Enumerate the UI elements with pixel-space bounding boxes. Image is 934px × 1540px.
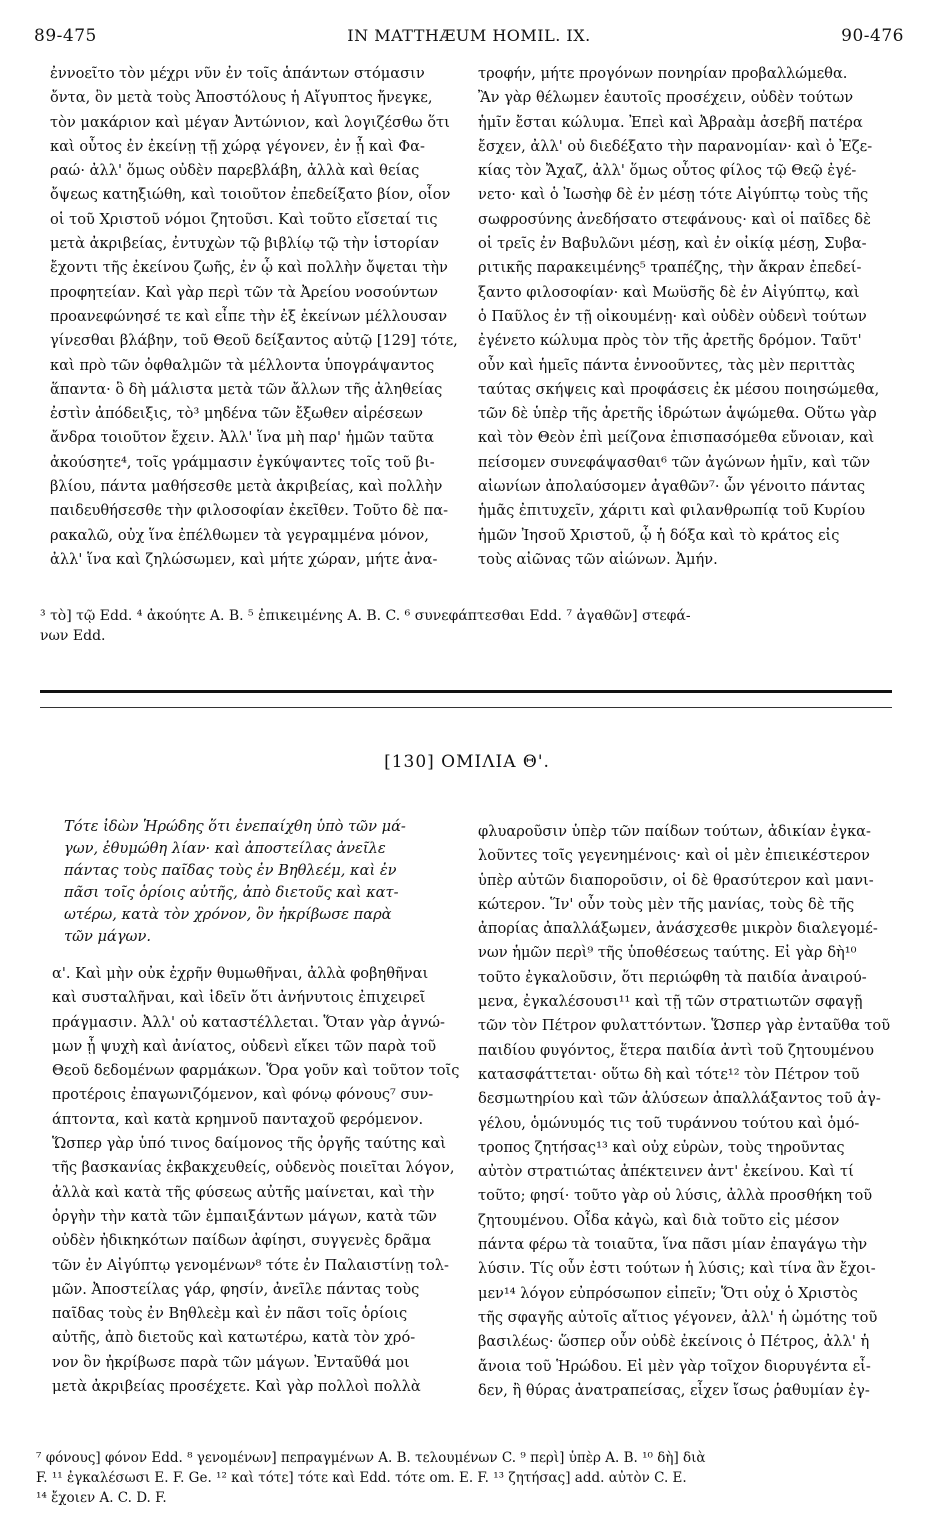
text-line: ξαντο φιλοσοφίαν· καὶ Μωϋσῆς δὲ ἐν Αἰγύπτῳ, καὶ	[478, 283, 860, 301]
text-line: μετὰ ἀκριβείας, ἐντυχὼν τῷ βιβλίῳ τῷ τὴν ἱστορίαν	[50, 235, 440, 253]
text-line: σωφροσύνης ἀνεδήσατο στεφάνους· καὶ οἱ παῖδες δὲ	[478, 210, 871, 228]
text-line: ὑπὲρ αὐτῶν διαποροῦσιν, οἱ δὲ θρασύτερον καὶ μανι-	[478, 871, 874, 889]
text-line: βασιλέως· ὥσπερ οὖν οὐδὲ ἐκείνοις ὁ Πέτρος, ἀλλ' ἡ	[478, 1333, 870, 1351]
text-line: μετὰ ἀκριβείας προσέχετε. Καὶ γὰρ πολλοὶ πολλὰ	[52, 1378, 421, 1396]
text-line: ἀλλὰ καὶ κατὰ τῆς φύσεως αὐτῆς μαίνεται, καὶ τὴν	[52, 1183, 435, 1201]
text-line: λύσιν. Τίς οὖν ἐστι τούτων ἡ λύσις; καὶ τίνα ἂν ἔχοι-	[478, 1260, 876, 1278]
text-line: νων Edd.	[40, 628, 106, 644]
text-line: ⁷ φόνους] φόνον Edd. ⁸ γενομένων] πεπραγμένων A. B. τελουμένων C. ⁹ περὶ] ὑπὲρ A. B. ¹⁰ δὴ] διὰ	[36, 1450, 706, 1466]
page-number-right: 90-476	[841, 26, 904, 46]
text-line: καὶ τὸν Θεὸν ἐπὶ μείζονα ἐπισπασόμεθα εὔνοιαν, καὶ	[478, 429, 875, 447]
page-number-left: 89-475	[34, 26, 97, 46]
text-line: νον ὃν ἠκρίβωσε παρὰ τῶν μάγων. Ἐνταῦθά μοι	[52, 1353, 410, 1371]
text-line: μῶν. Ἀποστείλας γάρ, φησίν, ἀνεῖλε πάντας τοὺς	[52, 1280, 420, 1298]
text-line: τῆς σφαγῆς αὐτοῖς αἴτιος γέγονεν, ἀλλ' ἡ ὠμότης τοῦ	[478, 1308, 878, 1326]
text-line: παῖδας τοὺς ἐν Βηθλεὲμ καὶ ἐν πᾶσι τοῖς ὁρίοις	[52, 1305, 408, 1323]
section-divider-thick	[40, 690, 892, 693]
text-line: τοῦτο ἐγκαλοῦσιν, ὅτι περιώφθη τὰ παιδία ἀναιρού-	[478, 968, 867, 986]
text-line: μεν¹⁴ λόγον εὐπρόσωπον εἰπεῖν; Ὅτι οὐχ ὁ Χριστὸς	[478, 1284, 858, 1302]
text-line: ζητουμένου. Οἶδα κἀγὼ, καὶ διὰ τοῦτο εἰς μέσον	[478, 1211, 840, 1229]
text-line: γων, ἐθυμώθη λίαν· καὶ ἀποστείλας ἀνεῖλε	[64, 840, 386, 857]
text-line: ὁ Παῦλος ἐν τῇ οἰκουμένῃ· καὶ οὐδὲν οὐδενὶ τούτων	[478, 307, 867, 325]
scripture-lemma	[64, 816, 456, 948]
text-line: ταύτας σκήψεις καὶ προφάσεις ἐκ μέσου ποιησώμεθα,	[478, 380, 880, 398]
text-line: ραώ· ἀλλ' ὅμως οὐδὲν παρεβλάβη, ἀλλὰ καὶ θείας	[50, 162, 420, 180]
text-line: Ὥσπερ γὰρ ὑπό τινος δαίμονος τῆς ὀργῆς ταύτης καὶ	[52, 1135, 447, 1153]
text-line: ἄνδρα τοιοῦτον ἔχειν. Ἀλλ' ἵνα μὴ παρ' ἡμῶν ταῦτα	[50, 429, 434, 447]
text-line: τῶν τὸν Πέτρον φυλαττόντων. Ὥσπερ γὰρ ἐνταῦθα τοῦ	[478, 1017, 891, 1035]
text-line: δεν, ἢ θύρας ἀνατραπείσας, εἶχεν ἴσως ῥαθυμίαν ἐγ-	[478, 1381, 870, 1399]
text-line: ἐννοεῖτο τὸν μέχρι νῦν ἐν τοῖς ἁπάντων στόμασιν	[50, 65, 425, 82]
text-line: καὶ πρὸ τῶν ὀφθαλμῶν τὰ μέλλοντα ὑπογράψαντος	[50, 356, 435, 374]
text-line: τροπος ζητήσας¹³ καὶ οὐχ εὑρὼν, τοὺς τηροῦντας	[478, 1138, 845, 1156]
text-line: ἡμῖν ἔσται κώλυμα. Ἐπεὶ καὶ Ἀβραὰμ ἀσεβῆ πατέρα	[478, 113, 863, 131]
text-line: τοὺς αἰῶνας τῶν αἰώνων. Ἀμήν.	[478, 550, 718, 568]
text-line: ὄψεως κατηξιώθη, καὶ τοιοῦτον ἐπεδείξατο βίον, οἷον	[50, 186, 451, 204]
text-line: τῆς βασκανίας ἐκβακχευθείς, οὐδενὸς ποιεῖται λόγον,	[52, 1159, 455, 1177]
text-line: F. ¹¹ ἐγκαλέσωσι E. F. Ge. ¹² καὶ τότε] τότε καὶ Edd. τότε om. E. F. ¹³ ζητήσας] add. αὐτὸν C. E.	[36, 1470, 687, 1486]
footnotes-bottom	[36, 1448, 898, 1508]
text-line: νων ἡμῶν περὶ⁹ τῆς ὑποθέσεως ταύτης. Εἰ γὰρ δὴ¹⁰	[478, 944, 857, 962]
text-line: οὖν καὶ ἡμεῖς πάντα ἐννοοῦντες, τὰς μὲν περιττὰς	[478, 356, 855, 374]
text-line: πάντας τοὺς παῖδας τοὺς ἐν Βηθλεέμ, καὶ ἐν	[64, 862, 397, 879]
text-line: μενα, ἐγκαλέσουσι¹¹ καὶ τῇ τῶν στρατιωτῶν σφαγῇ	[478, 993, 863, 1011]
text-line: ριτικῆς παρακειμένης⁵ τραπέζης, τὴν ἄκραν ἐπεδεί-	[478, 259, 862, 277]
text-line: πείσομεν συνεφάψασθαι⁶ τῶν ἀγώνων ἡμῖν, καὶ τῶν	[478, 453, 871, 471]
text-line: μων ᾖ ψυχὴ καὶ ἀνίατος, οὐδενὶ εἴκει τῶν παρὰ τοῦ	[52, 1037, 437, 1055]
text-line: οἱ τρεῖς ἐν Βαβυλῶνι μέσῃ, καὶ ἐν οἰκίᾳ μέσῃ, Συβα-	[478, 235, 867, 253]
text-line: καὶ συσταλῆναι, καὶ ἰδεῖν ὅτι ἀνήνυτοις ἐπιχειρεῖ	[52, 989, 426, 1007]
text-line: ρακαλῶ, οὐχ ἵνα ἐπέλθωμεν τὰ γεγραμμένα μόνον,	[50, 526, 429, 544]
text-line: βλίου, πάντα μαθήσεσθε μετὰ ἀκριβείας, καὶ πολλὴν	[50, 478, 443, 496]
text-line: τοῦτο; φησί· τοῦτο γὰρ οὐ λύσις, ἀλλὰ προσθήκη τοῦ	[478, 1187, 873, 1205]
text-line: παιδίου φυγόντος, ἕτερα παιδία ἀντὶ τοῦ ζητουμένου	[478, 1041, 874, 1059]
text-line: νετο· καὶ ὁ Ἰωσὴφ δὲ ἐν μέσῃ τότε Αἰγύπτῳ τοὺς τῆς	[478, 186, 869, 204]
text-line: πάντα φέρω τὰ τοιαῦτα, ἵνα πᾶσι μίαν ἐπαγάγω τὴν	[478, 1236, 868, 1254]
text-line: πᾶσι τοῖς ὁρίοις αὐτῆς, ἀπὸ διετοῦς καὶ κατ-	[64, 884, 399, 901]
text-line: αὐτῆς, ἀπὸ διετοῦς καὶ κατωτέρω, κατὰ τὸν χρό-	[52, 1329, 416, 1347]
text-line: άπτοντα, καὶ κατὰ κρημνοῦ πανταχοῦ φερόμενον.	[52, 1110, 424, 1128]
text-line: Ἂν γὰρ θέλωμεν ἑαυτοῖς προσέχειν, οὐδὲν τούτων	[478, 89, 854, 107]
text-line: λοῦντες τοῖς γεγενημένοις· καὶ οἱ μὲν ἐπιεικέστερον	[478, 847, 870, 865]
text-line: ὄντα, ὃν μετὰ τοὺς Ἀποστόλους ἡ Αἴγυπτος ἤνεγκε,	[50, 89, 433, 107]
text-line: γίνεσθαι βλάβην, τοῦ Θεοῦ δείξαντος αὐτῷ [129] τότε,	[50, 332, 458, 350]
text-column-top-left	[50, 62, 462, 572]
text-line: κατασφάττεται· οὕτω δὴ καὶ τότε¹² τὸν Πέτρον τοῦ	[478, 1065, 860, 1083]
homily-heading: [130] ΟΜΙΛΙΑ Θ'.	[384, 752, 550, 772]
text-line: ὀργὴν τὴν κατὰ τῶν ἐμπαιξάντων μάγων, κατὰ τῶν	[52, 1207, 437, 1225]
text-line: φλυαροῦσιν ὑπὲρ τῶν παίδων τούτων, ἀδικίαν ἐγκα-	[478, 823, 871, 840]
running-head	[34, 26, 904, 54]
text-line: προτέροις ἐπαγωνιζόμενον, καὶ φόνῳ φόνους⁷ συν-	[52, 1086, 434, 1104]
text-line: κώτερον. Ἵν' οὖν τοὺς μὲν τῆς μανίας, τοὺς δὲ τῆς	[478, 895, 855, 913]
text-line: ωτέρω, κατὰ τὸν χρόνον, ὃν ἠκρίβωσε παρὰ	[64, 906, 392, 923]
text-line: ἄνοια τοῦ Ἡρώδου. Εἰ μὲν γὰρ τοῖχον διορυγέντα εἶ-	[478, 1357, 871, 1375]
text-line: ἡμῶν Ἰησοῦ Χριστοῦ, ᾧ ἡ δόξα καὶ τὸ κράτος εἰς	[478, 526, 840, 544]
running-title: IN MATTHÆUM HOMIL. IX.	[347, 26, 591, 45]
text-line: ἅπαντα· ὃ δὴ μάλιστα μετὰ τῶν ἄλλων τῆς ἀληθείας	[50, 380, 443, 398]
text-line: ἡμᾶς ἐπιτυχεῖν, χάριτι καὶ φιλανθρωπίᾳ τοῦ Κυρίου	[478, 502, 866, 520]
text-line: κίας τὸν Ἄχαζ, ἀλλ' ὅμως οὗτος φίλος τῷ Θεῷ ἐγέ-	[478, 162, 857, 180]
text-column-top-right	[478, 62, 898, 572]
text-line: γέλου, ὁμώνυμός τις τοῦ τυράννου τούτου καὶ ὁμό-	[478, 1114, 860, 1132]
text-line: α'. Καὶ μὴν οὐκ ἐχρῆν θυμωθῆναι, ἀλλὰ φοβηθῆναι	[52, 965, 429, 982]
text-line: ἐγένετο κώλυμα πρὸς τὸν τῆς ἀρετῆς δρόμον. Ταῦτ'	[478, 332, 862, 350]
text-line: καὶ οὗτος ἐν ἐκείνῃ τῇ χώρᾳ γέγονεν, ἐν ᾗ καὶ Φα-	[50, 137, 425, 155]
text-line: αἰωνίων ἀπολαύσομεν ἀγαθῶν⁷· ὧν γένοιτο πάντας	[478, 478, 866, 496]
text-line: τροφήν, μήτε προγόνων πονηρίαν προβαλλώμεθα.	[478, 65, 848, 82]
text-line: τῶν ἐν Αἰγύπτῳ γενομένων⁸ τότε ἐν Παλαιστίνῃ τολ-	[52, 1256, 449, 1274]
text-line: ἀκούσητε⁴, τοῖς γράμμασιν ἐγκύψαντες τοῖς τοῦ βι-	[50, 453, 435, 471]
text-line: ἀλλ' ἵνα καὶ ζηλώσωμεν, καὶ μήτε χώραν, μήτε ἀνα-	[50, 550, 438, 568]
section-divider-thin	[40, 707, 892, 708]
text-line: πράγμασιν. Ἀλλ' οὐ καταστέλλεται. Ὅταν γὰρ ἀγνώ-	[52, 1013, 445, 1031]
text-line: τῶν μάγων.	[64, 928, 151, 945]
text-line: προανεφώνησέ τε καὶ εἶπε τὴν ἐξ ἐκείνων μέλλουσαν	[50, 307, 448, 325]
text-column-bottom-left	[52, 962, 462, 1399]
footnotes-top	[40, 606, 900, 646]
text-line: προφητείαν. Καὶ γὰρ περὶ τῶν τὰ Ἀρείου νοσούντων	[50, 283, 439, 301]
text-column-bottom-right	[478, 820, 898, 1403]
text-line: δεσμωτηρίου καὶ τῶν ἁλύσεων ἀπαλλάξαντος τοῦ ἀγ-	[478, 1090, 881, 1108]
text-line: ἐστὶν ἀπόδειξις, τὸ³ μηδένα τῶν ἔξωθεν αἱρέσεων	[50, 405, 424, 423]
text-line: ἔσχεν, ἀλλ' οὐ διεδέξατο τὴν παρανομίαν· καὶ ὁ Ἐζε-	[478, 137, 873, 155]
text-line: ¹⁴ ἔχοιεν A. C. D. F.	[36, 1490, 167, 1506]
text-line: τῶν δὲ ὑπὲρ τῆς ἀρετῆς ἱδρώτων ἁψώμεθα. Οὕτω γὰρ	[478, 405, 877, 423]
text-line: οἱ τοῦ Χριστοῦ νόμοι ζητοῦσι. Καὶ τοῦτο εἴσεταί τις	[50, 210, 438, 228]
text-line: Τότε ἰδὼν Ἡρώδης ὅτι ἐνεπαίχθη ὑπὸ τῶν μά-	[64, 818, 406, 835]
text-line: παιδευθήσεσθε τὴν φιλοσοφίαν ἐκεῖθεν. Τοῦτο δὲ πα-	[50, 502, 449, 520]
text-line: αὐτὸν στρατιώτας ἀπέκτεινεν ἀντ' ἐκείνου. Καὶ τί	[478, 1163, 854, 1181]
text-line: ἀπορίας ἀπαλλάξωμεν, ἀνάσχεσθε μικρὸν διαλεγομέ-	[478, 920, 878, 938]
text-line: ³ τὸ] τῷ Edd. ⁴ ἀκούητε A. B. ⁵ ἐπικειμένης A. B. C. ⁶ συνεφάπτεσθαι Edd. ⁷ ἀγαθῶν] στεφά-	[40, 608, 691, 624]
text-line: Θεοῦ δεδομένων φαρμάκων. Ὅρα γοῦν καὶ τοῦτον τοῖς	[52, 1062, 460, 1080]
text-line: ἔχοντι τῆς ἐκείνου ζωῆς, ἐν ᾧ καὶ πολλὴν ὄψεται τὴν	[50, 259, 448, 277]
text-line: οὐδὲν ἠδικηκότων παίδων ἀφίησι, συγγενὲς δρᾶμα	[52, 1232, 432, 1250]
text-line: τὸν μακάριον καὶ μέγαν Ἀντώνιον, καὶ λογιζέσθω ὅτι	[50, 113, 450, 131]
